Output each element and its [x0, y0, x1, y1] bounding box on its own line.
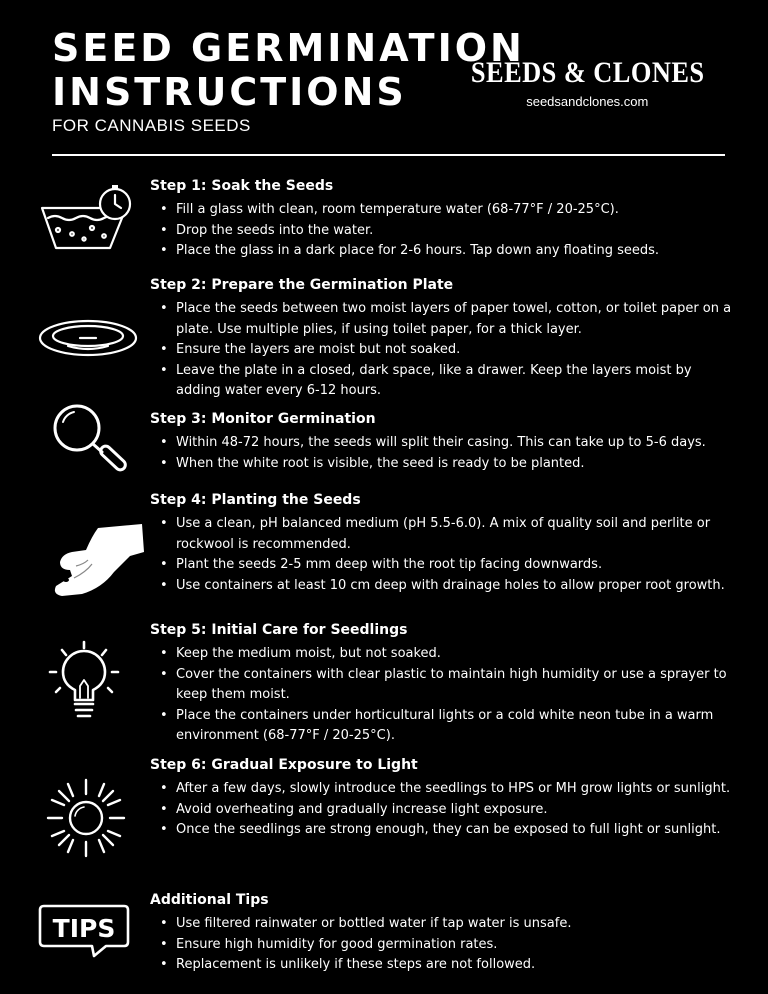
step-1 [150, 177, 740, 262]
step-6 [150, 756, 740, 841]
step-list [150, 779, 740, 841]
hand-holding-seed-icon [42, 522, 146, 602]
list-item: • Ensure high humidity for good germination rates. [150, 935, 740, 956]
step-5 [150, 621, 740, 747]
brand-url: seedsandclones.com [526, 94, 649, 109]
list-item: • Place the glass in a dark place for 2-6 hours. Tap down any floating seeds. [150, 241, 740, 262]
step-list [150, 914, 740, 976]
plate-icon [38, 316, 138, 360]
step-title: Step 1: Soak the Seeds [150, 178, 334, 194]
list-item: • When the white root is visible, the seed is ready to be planted. [150, 454, 740, 475]
step-title: Step 3: Monitor Germination [150, 411, 376, 427]
list-item: • Fill a glass with clean, room temperature water (68-77°F / 20-25°C). [150, 200, 740, 221]
list-item: • Leave the plate in a closed, dark space, like a drawer. Keep the layers moist by adding water every 6-12 hours. [150, 361, 740, 402]
list-item: • Use a clean, pH balanced medium (pH 5.5-6.0). A mix of quality soil and perlite or rockwool is recommended. [150, 514, 740, 555]
step-title: Additional Tips [150, 892, 269, 908]
list-item: • Drop the seeds into the water. [150, 221, 740, 242]
list-item: • Once the seedlings are strong enough, they can be exposed to full light or sunlight. [150, 820, 740, 841]
step-title: Step 6: Gradual Exposure to Light [150, 757, 418, 773]
brand-name: SEEDS & CLONES [470, 56, 705, 89]
title-line-1: SEED GERMINATION [52, 26, 525, 70]
step-list [150, 644, 740, 747]
list-item: • Use filtered rainwater or bottled water if tap water is unsafe. [150, 914, 740, 935]
step-title: Step 5: Initial Care for Seedlings [150, 622, 408, 638]
list-item: • Cover the containers with clear plastic to maintain high humidity or use a sprayer to keep them moist. [150, 665, 740, 706]
additional-tips [150, 891, 740, 976]
brand-block [455, 56, 720, 109]
tips-speech-bubble-icon [36, 902, 132, 958]
title-line-2: INSTRUCTIONS [52, 70, 407, 114]
list-item: • Within 48-72 hours, the seeds will split their casing. This can take up to 5-6 days. [150, 433, 740, 454]
step-title: Step 2: Prepare the Germination Plate [150, 277, 454, 293]
list-item: • Replacement is unlikely if these steps are not followed. [150, 955, 740, 976]
list-item: • After a few days, slowly introduce the seedlings to HPS or MH grow lights or sunlight. [150, 779, 740, 800]
step-list [150, 433, 740, 474]
step-list [150, 514, 740, 596]
water-bowl-timer-icon [38, 184, 138, 254]
tips-icon-label: TIPS [52, 914, 116, 943]
step-4 [150, 491, 740, 596]
step-list [150, 200, 740, 262]
step-3 [150, 410, 740, 474]
list-item: • Place the seeds between two moist layers of paper towel, cotton, or toilet paper on a plate. Use multiple plies, if using toilet paper, for a thick layer. [150, 299, 740, 340]
step-title: Step 4: Planting the Seeds [150, 492, 361, 508]
list-item: • Plant the seeds 2-5 mm deep with the root tip facing downwards. [150, 555, 740, 576]
page-subtitle: FOR CANNABIS SEEDS [52, 116, 251, 135]
light-bulb-icon [48, 640, 120, 728]
header-divider [52, 154, 725, 156]
list-item: • Keep the medium moist, but not soaked. [150, 644, 740, 665]
step-list [150, 299, 740, 402]
list-item: • Place the containers under horticultural lights or a cold white neon tube in a warm environment (68-77°F / 20-25°C). [150, 706, 740, 747]
list-item: • Avoid overheating and gradually increase light exposure. [150, 800, 740, 821]
list-item: • Use containers at least 10 cm deep with drainage holes to allow proper root growth. [150, 576, 740, 597]
magnifying-glass-icon [50, 400, 130, 478]
step-2 [150, 276, 740, 402]
list-item: • Ensure the layers are moist but not soaked. [150, 340, 740, 361]
sun-icon [44, 776, 128, 860]
